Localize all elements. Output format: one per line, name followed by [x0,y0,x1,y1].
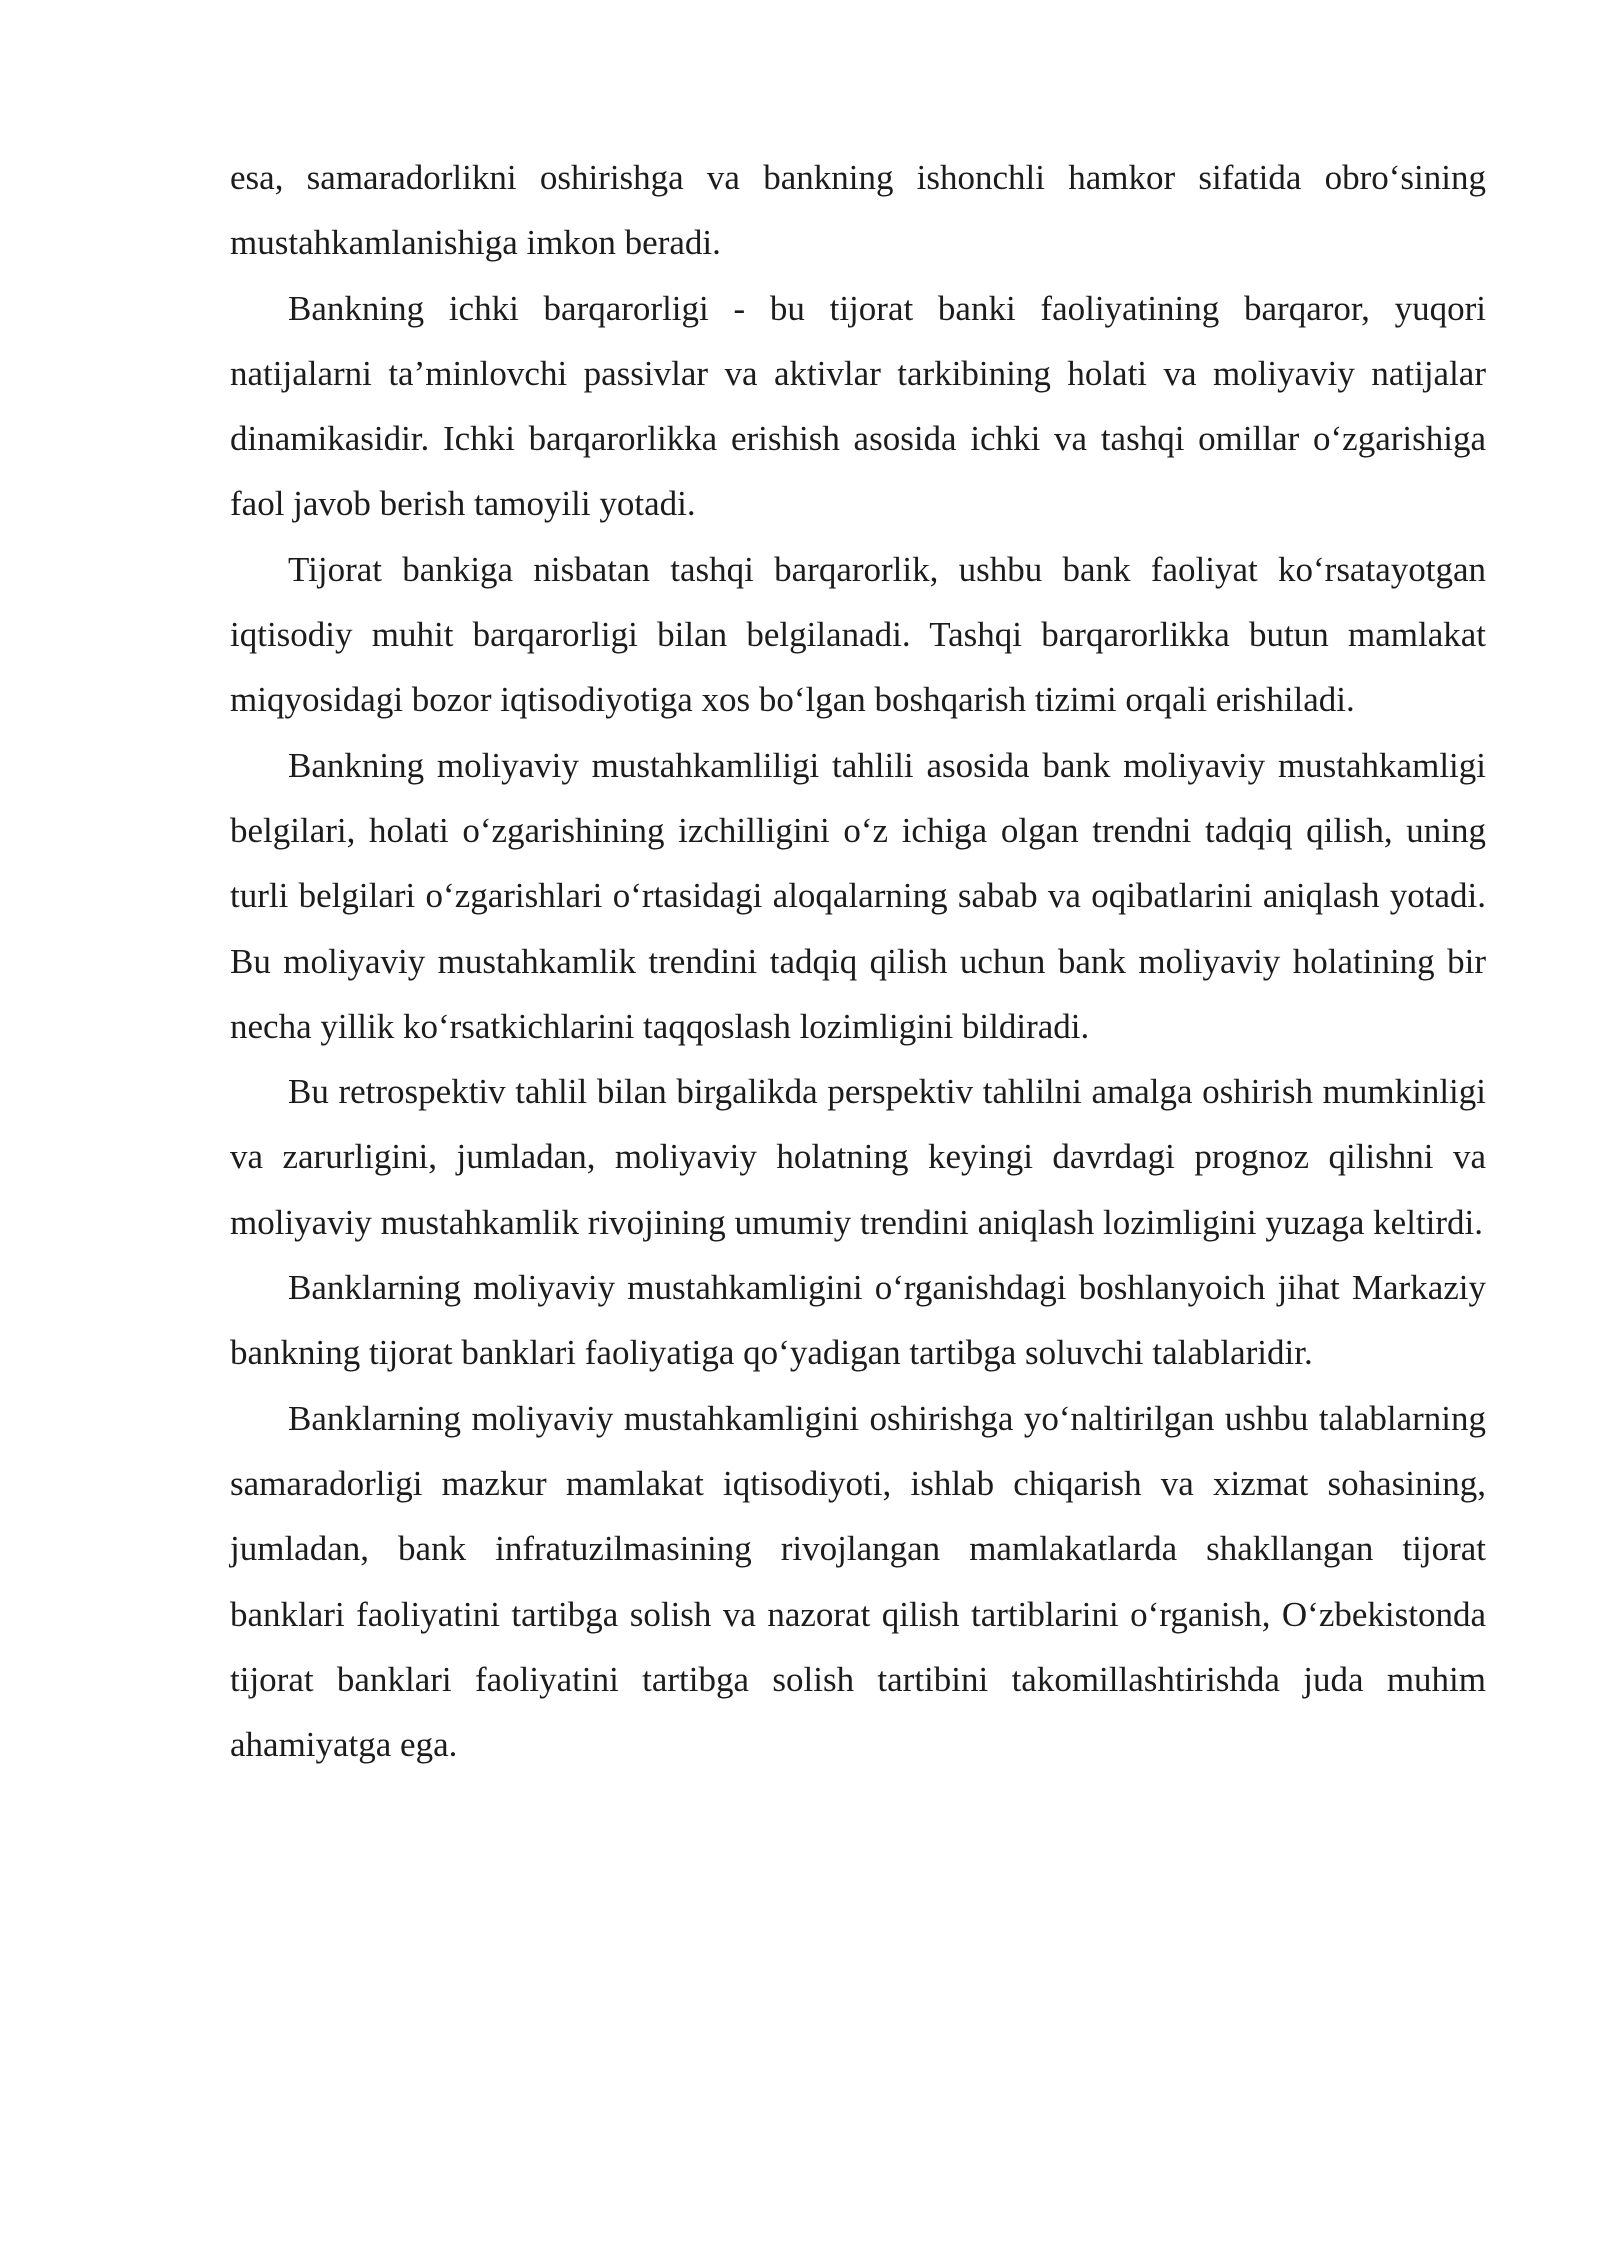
body-text [230,145,1486,1777]
paragraph-financial-strength-analysis: Bankning moliyaviy mustahkamliligi tahlili asosida bank moliyaviy mustahkamligi belgilari, holati o‘zgarishining izchilligini o‘z ichiga olgan trendni tadqiq qilish, uning turli belgilari o‘zgarishlari o‘rtasidagi aloqalarning sabab va oqibatlarini aniqlash yotadi. Bu moliyaviy mustahkamlik trendini tadqiq qilish uchun bank moliyaviy holatining bir necha yillik ko‘rsatkichlarini taqqoslash lozimligini bildiradi. [230,745,1486,1046]
paragraph-central-bank-requirements: Banklarning moliyaviy mustahkamligini o‘rganishdagi boshlanyoich jihat Markaziy bankning tijorat banklari faoliyatiga qo‘yadigan tartibga soluvchi talablaridir. [230,1268,1486,1373]
paragraph-retrospective-analysis: Bu retrospektiv tahlil bilan birgalikda perspektiv tahlilni amalga oshirish mumkinligi va zarurligini, jumladan, moliyaviy holatning keyingi davrdagi prognoz qilishni va moliyaviy mustahkamlik rivojining umumiy trendini aniqlash lozimligini yuzaga keltirdi. [230,1072,1486,1242]
paragraph-internal-stability: Bankning ichki barqarorligi - bu tijorat banki faoliyatining barqaror, yuqori natijalarni ta’minlovchi passivlar va aktivlar tarkibining holati va moliyaviy natijalar dinamikasidir. Ichki barqarorlikka erishish asosida ichki va tashqi omillar o‘zgarishiga faol javob berish tamoyili yotadi. [230,288,1486,524]
paragraph-external-stability: Tijorat bankiga nisbatan tashqi barqarorlik, ushbu bank faoliyat ko‘rsatayotgan iqtisodiy muhit barqarorligi bilan belgilanadi. Tashqi barqarorlikka butun mamlakat miqyosidagi bozor iqtisodiyotiga xos bo‘lgan boshqarish tizimi orqali erishiladi. [230,549,1486,720]
paragraph-continuation: esa, samaradorlikni oshirishga va bankning ishonchli hamkor sifatida obro‘sining mustahkamlanishiga imkon beradi. [230,158,1486,263]
paragraph-requirements-efficiency: Banklarning moliyaviy mustahkamligini oshirishga yo‘naltirilgan ushbu talablarning samaradorligi mazkur mamlakat iqtisodiyoti, ishlab chiqarish va xizmat sohasining, jumladan, bank infratuzilmasining rivojlangan mamlakatlarda shakllangan tijorat banklari faoliyatini tartibga solish va nazorat qilish tartiblarini o‘rganish, O‘zbekistonda tijorat banklari faoliyatini tartibga solish tartibini takomillashtirishda juda muhim ahamiyatga ega. [230,1398,1486,1765]
